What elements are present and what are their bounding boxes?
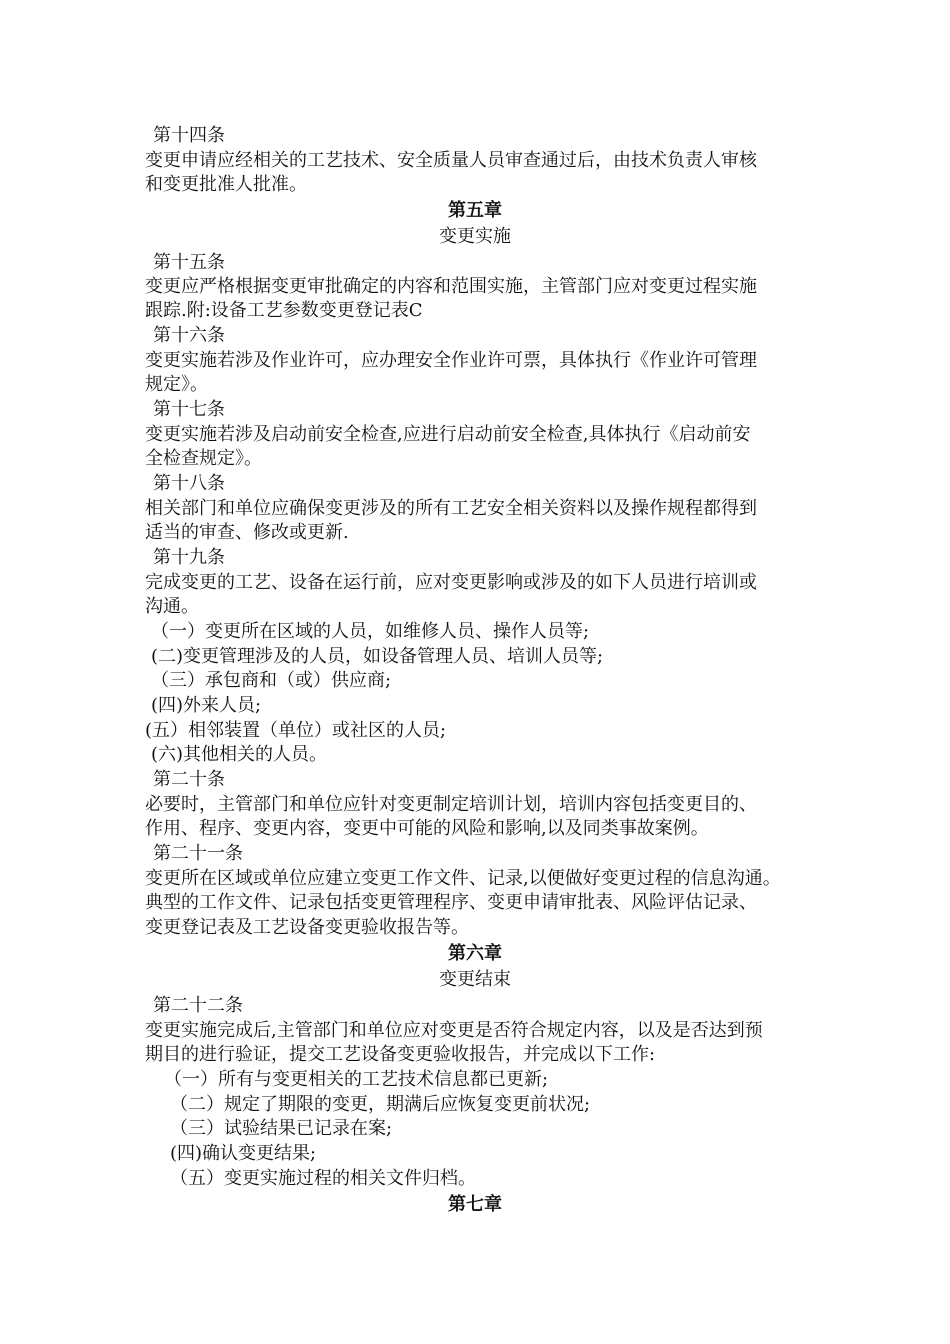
article-heading: 第十六条 xyxy=(153,325,225,346)
body-line: 变更登记表及工艺设备变更验收报告等。 xyxy=(145,917,469,938)
article-heading: 第二十二条 xyxy=(153,995,243,1016)
article-heading: 第二十条 xyxy=(153,769,225,790)
body-line: 沟通。 xyxy=(145,596,199,617)
body-line: 期目的进行验证，提交工艺设备变更验收报告，并完成以下工作: xyxy=(145,1044,656,1065)
body-line: 变更实施若涉及启动前安全检查,应进行启动前安全检查,具体执行《启动前安 xyxy=(145,424,751,445)
list-item: (五）相邻装置（单位）或社区的人员; xyxy=(145,720,447,741)
list-item: (二)变更管理涉及的人员，如设备管理人员、培训人员等; xyxy=(151,646,604,667)
body-line: 跟踪.附:设备工艺参数变更登记表C xyxy=(145,300,423,321)
article-heading: 第十五条 xyxy=(153,252,225,273)
body-line: 作用、程序、变更内容，变更中可能的风险和影响,以及同类事故案例。 xyxy=(145,818,709,839)
article-heading: 第十九条 xyxy=(153,547,225,568)
body-line: 典型的工作文件、记录包括变更管理程序、变更申请审批表、风险评估记录、 xyxy=(145,892,757,913)
chapter-heading: 第七章 xyxy=(448,1194,502,1215)
list-item: （五）变更实施过程的相关文件归档。 xyxy=(170,1168,476,1189)
body-line: 规定》。 xyxy=(145,374,208,395)
list-item: （三）试验结果已记录在案; xyxy=(170,1118,393,1139)
body-line: 变更所在区域或单位应建立变更工作文件、记录,以便做好变更过程的信息沟通。 xyxy=(145,868,781,889)
body-line: 变更申请应经相关的工艺技术、安全质量人员审查通过后，由技术负责人审核 xyxy=(145,150,757,171)
body-line: 变更实施完成后,主管部门和单位应对变更是否符合规定内容，以及是否达到预 xyxy=(145,1020,763,1041)
body-line: 必要时，主管部门和单位应针对变更制定培训计划，培训内容包括变更目的、 xyxy=(145,794,757,815)
list-item: (四)外来人员; xyxy=(151,695,262,716)
list-item: （一）变更所在区域的人员，如维修人员、操作人员等; xyxy=(151,621,590,642)
chapter-title: 变更实施 xyxy=(439,226,511,247)
list-item: （二）规定了期限的变更，期满后应恢复变更前状况; xyxy=(170,1094,591,1115)
chapter-heading: 第五章 xyxy=(448,200,502,221)
list-item: (六)其他相关的人员。 xyxy=(151,744,328,765)
body-line: 变更实施若涉及作业许可，应办理安全作业许可票，具体执行《作业许可管理 xyxy=(145,350,757,371)
list-item: （三）承包商和（或）供应商; xyxy=(151,670,392,691)
body-line: 适当的审查、修改或更新. xyxy=(145,522,349,543)
chapter-heading: 第六章 xyxy=(448,943,502,964)
article-heading: 第十四条 xyxy=(153,125,225,146)
body-line: 相关部门和单位应确保变更涉及的所有工艺安全相关资料以及操作规程都得到 xyxy=(145,498,757,519)
article-heading: 第二十一条 xyxy=(153,843,243,864)
body-line: 全检查规定》。 xyxy=(145,448,262,469)
article-heading: 第十八条 xyxy=(153,473,225,494)
body-line: 和变更批准人批准。 xyxy=(145,174,307,195)
list-item: （一）所有与变更相关的工艺技术信息都已更新; xyxy=(164,1069,549,1090)
list-item: (四)确认变更结果; xyxy=(170,1143,317,1164)
article-heading: 第十七条 xyxy=(153,399,225,420)
body-line: 完成变更的工艺、设备在运行前，应对变更影响或涉及的如下人员进行培训或 xyxy=(145,572,757,593)
chapter-title: 变更结束 xyxy=(439,969,511,990)
body-line: 变更应严格根据变更审批确定的内容和范围实施，主管部门应对变更过程实施 xyxy=(145,276,757,297)
